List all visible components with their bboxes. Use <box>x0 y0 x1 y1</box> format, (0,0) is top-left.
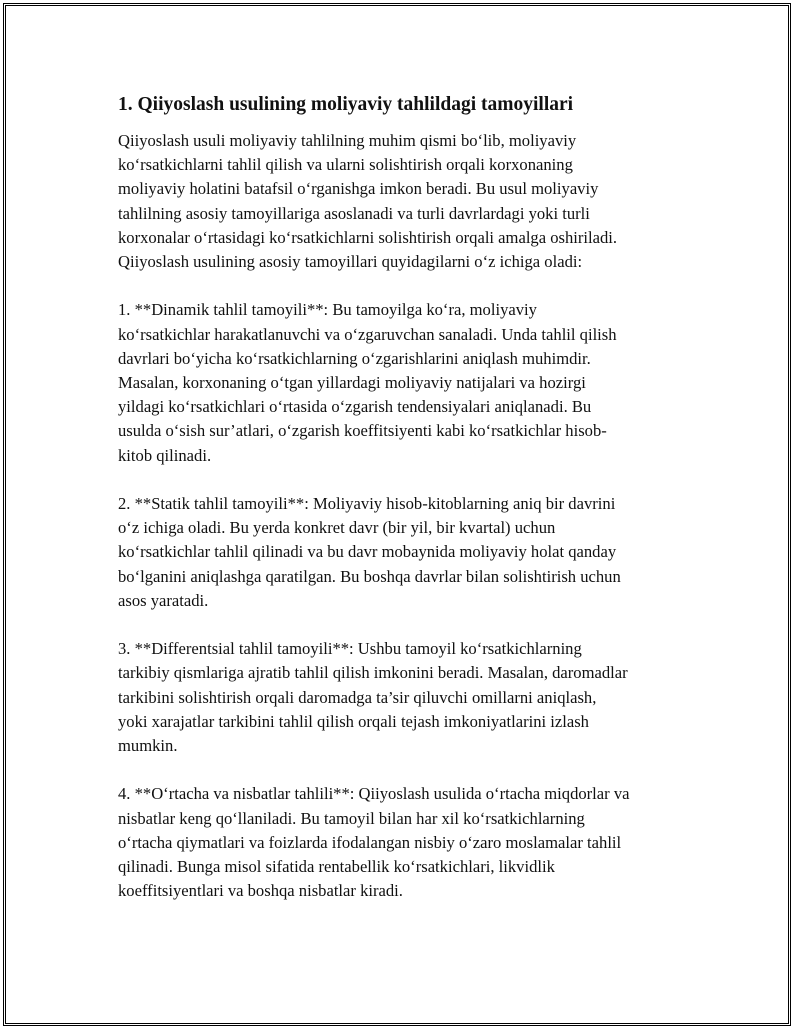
text-line: moliyaviy holatini batafsil o‘rganishga imkon beradi. Bu usul moliyaviy <box>118 179 599 199</box>
text-line: yoki xarajatlar tarkibini tahlil qilish orqali tejash imkoniyatlarini izlash <box>118 711 589 731</box>
text-line: tarkibini solishtirish orqali daromadga ta’sir qiluvchi omillarni aniqlash, <box>118 687 597 707</box>
text-line: 4. **O‘rtacha va nisbatlar tahlili**: Qiiyoslash usulida o‘rtacha miqdorlar va <box>118 784 630 804</box>
text-line: nisbatlar keng qo‘llaniladi. Bu tamoyil bilan har xil ko‘rsatkichlarning <box>118 808 585 828</box>
text-line: 3. **Differentsial tahlil tamoyili**: Ushbu tamoyil ko‘rsatkichlarning <box>118 639 582 659</box>
text-line: tarkibiy qismlariga ajratib tahlil qilish imkonini beradi. Masalan, daromadlar <box>118 663 628 683</box>
paragraph-differential-principle <box>118 637 698 758</box>
text-line: bo‘lganini aniqlashga qaratilgan. Bu boshqa davrlar bilan solishtirish uchun <box>118 566 621 586</box>
text-line: ko‘rsatkichlar tahlil qilinadi va bu davr mobaynida moliyaviy holat qanday <box>118 542 617 562</box>
paragraph-static-principle <box>118 492 698 613</box>
paragraph-dynamic-principle <box>118 298 698 467</box>
text-line: ko‘rsatkichlarni tahlil qilish va ularni solishtirish orqali korxonaning <box>118 155 573 175</box>
text-line: korxonalar o‘rtasidagi ko‘rsatkichlarni solishtirish orqali amalga oshiriladi. <box>118 227 618 247</box>
text-line: Masalan, korxonaning o‘tgan yillardagi moliyaviy natijalari va hozirgi <box>118 373 586 393</box>
text-line: yildagi ko‘rsatkichlari o‘rtasida o‘zgarish tendensiyalari aniqlanadi. Bu <box>118 397 592 417</box>
text-line: koeffitsiyentlari va boshqa nisbatlar kiradi. <box>118 881 403 901</box>
text-line: Qiiyoslash usuli moliyaviy tahlilning muhim qismi bo‘lib, moliyaviy <box>118 131 577 150</box>
text-line: ko‘rsatkichlar harakatlanuvchi va o‘zgaruvchan sanaladi. Unda tahlil qilish <box>118 324 617 344</box>
document-body <box>118 93 698 928</box>
text-line: 1. **Dinamik tahlil tamoyili**: Bu tamoyilga ko‘ra, moliyaviy <box>118 300 537 320</box>
text-line: o‘rtacha qiymatlari va foizlarda ifodalangan nisbiy o‘zaro moslamalar tahlil <box>118 832 622 852</box>
text-line: 2. **Statik tahlil tamoyili**: Moliyaviy hisob-kitoblarning aniq bir davrini <box>118 494 616 514</box>
text-line: asos yaratadi. <box>118 590 209 610</box>
paragraph-intro <box>118 129 698 274</box>
paragraph-ratio-analysis <box>118 782 698 903</box>
text-line: Qiiyoslash usulining asosiy tamoyillari quyidagilarni o‘z ichiga oladi: <box>118 252 583 272</box>
text-line: mumkin. <box>118 736 178 756</box>
document-heading: 1. Qiiyoslash usulining moliyaviy tahlildagi tamoyillari <box>118 94 574 115</box>
text-line: kitob qilinadi. <box>118 445 212 465</box>
text-line: qilinadi. Bunga misol sifatida rentabellik ko‘rsatkichlari, likvidlik <box>118 857 555 877</box>
text-line: usulda o‘sish sur’atlari, o‘zgarish koeffitsiyenti kabi ko‘rsatkichlar hisob- <box>118 421 607 441</box>
text-line: tahlilning asosiy tamoyillariga asoslanadi va turli davrlardagi yoki turli <box>118 203 590 223</box>
text-line: davrlari bo‘yicha ko‘rsatkichlarning o‘zgarishlarini aniqlash muhimdir. <box>118 348 591 368</box>
text-line: o‘z ichiga oladi. Bu yerda konkret davr (bir yil, bir kvartal) uchun <box>118 518 556 538</box>
